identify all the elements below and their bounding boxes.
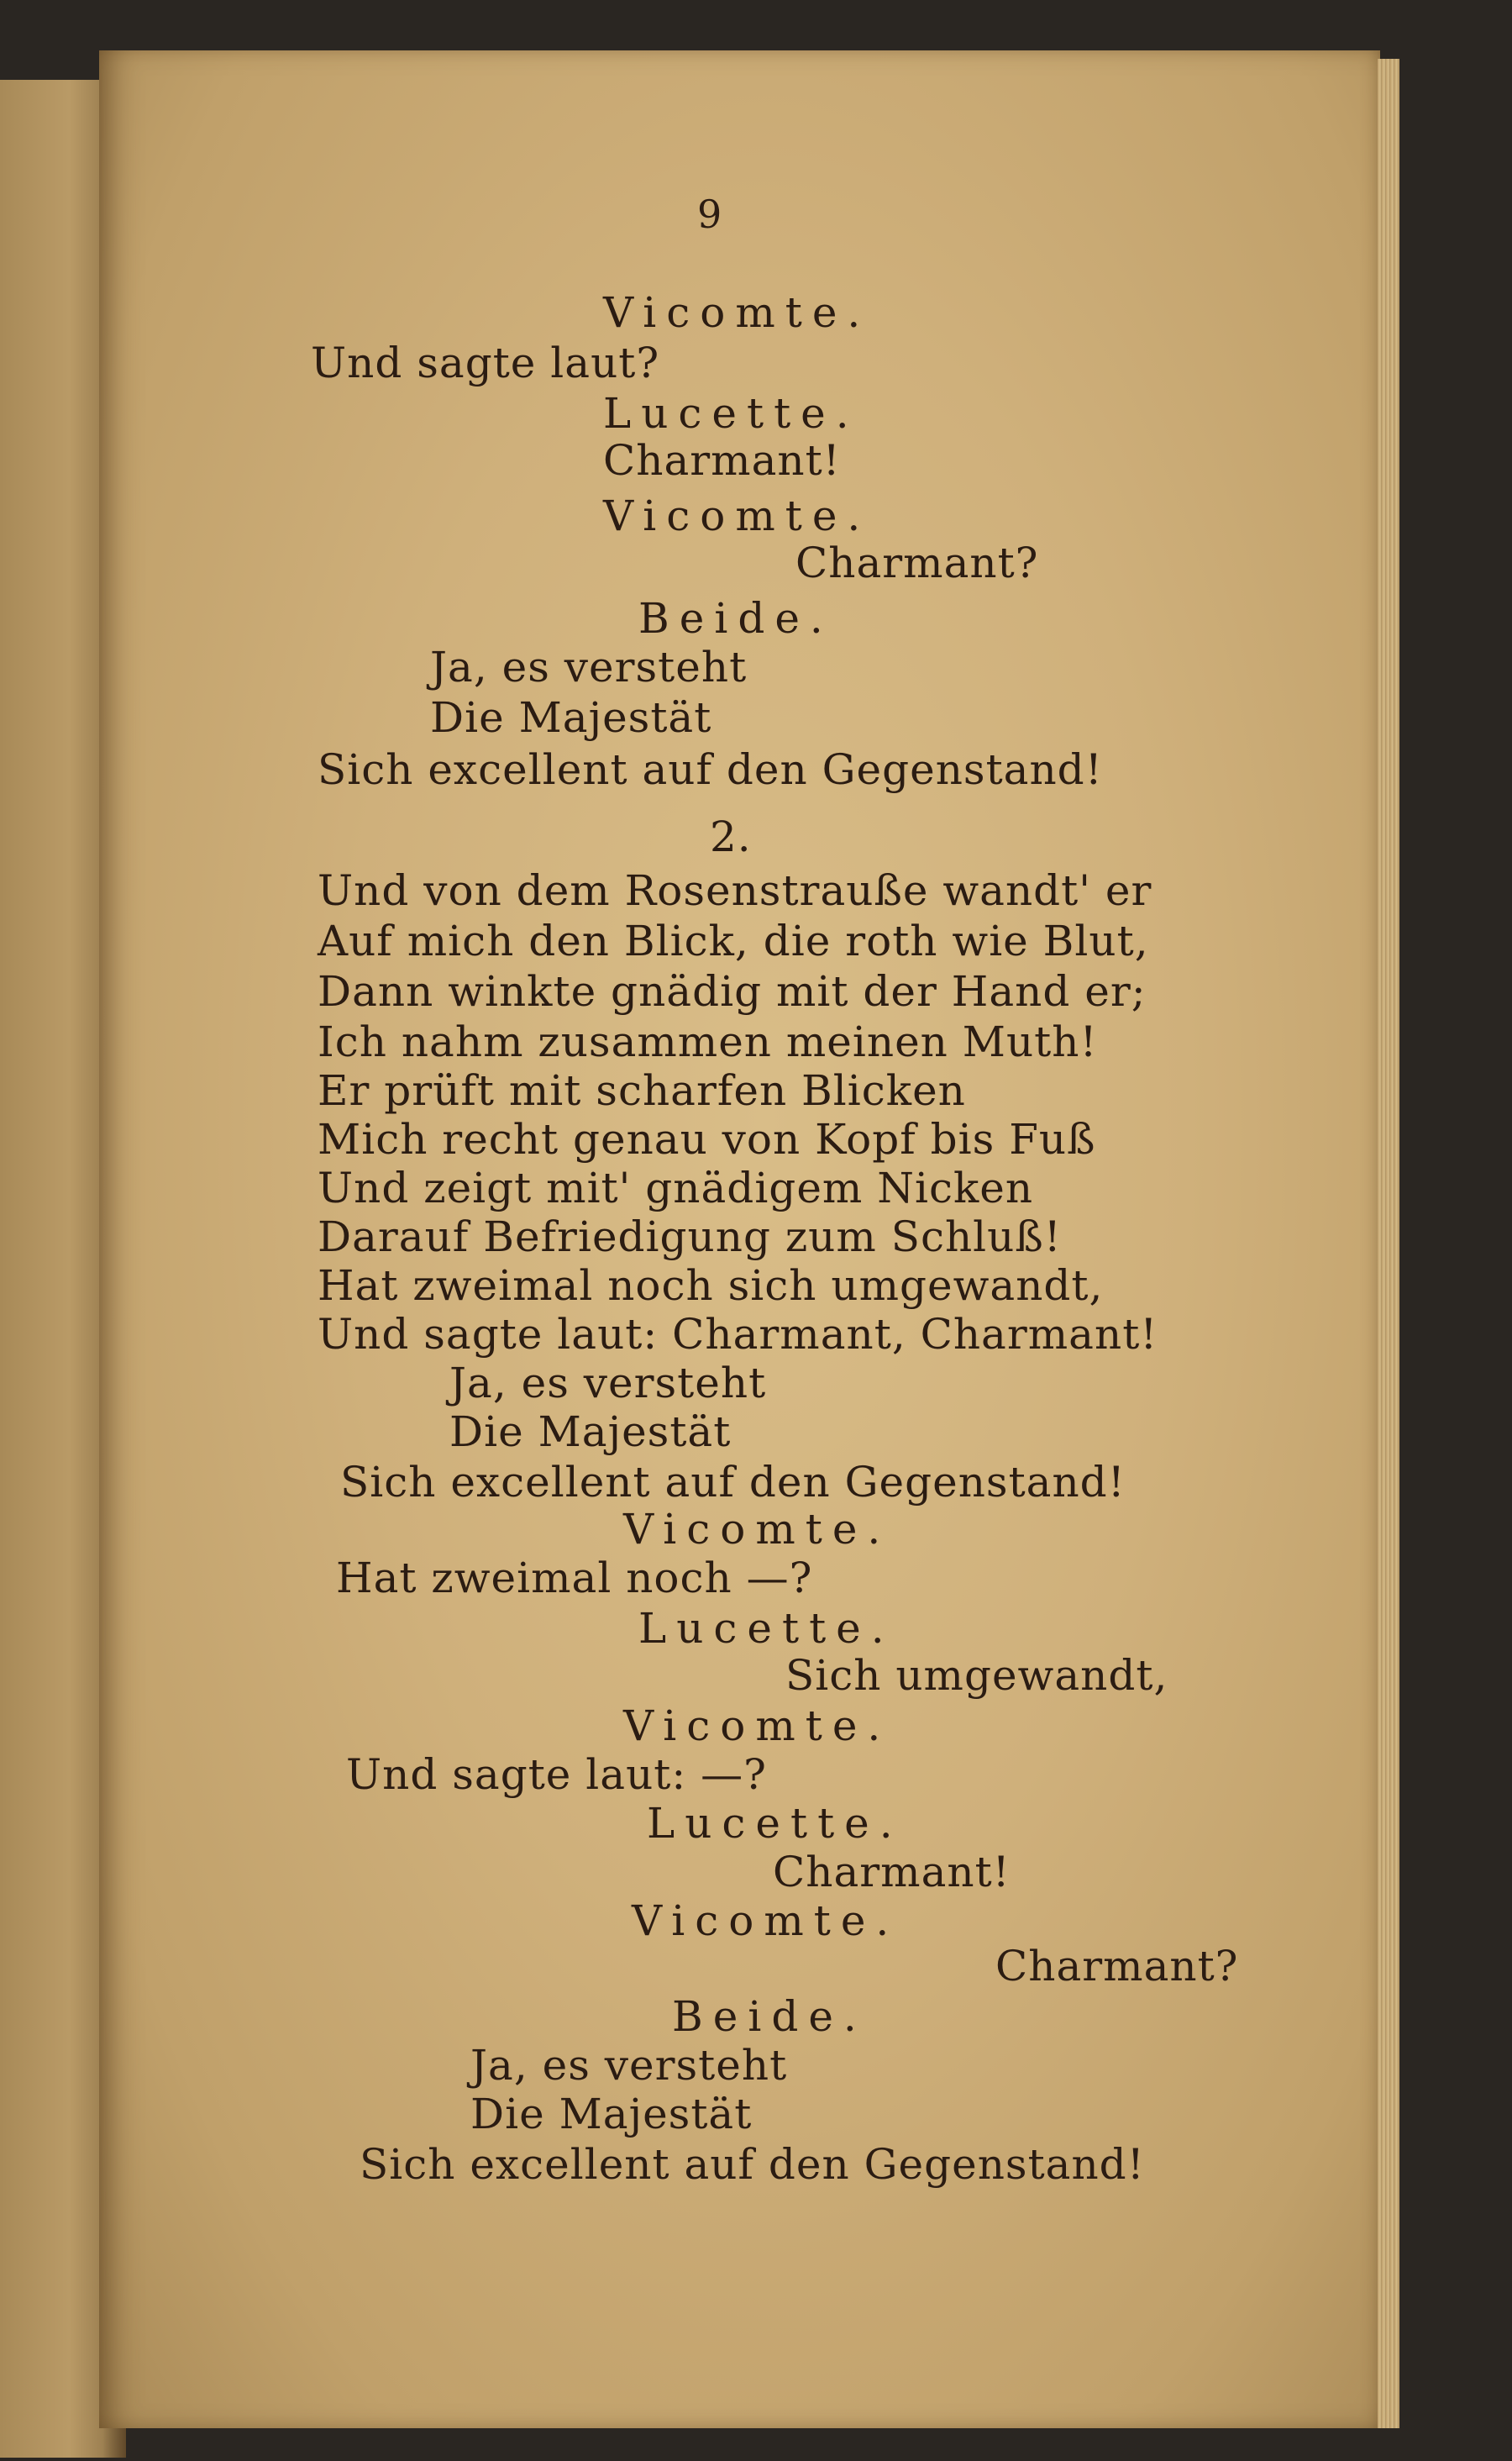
speaker-heading: Vicomte. (623, 1701, 891, 1750)
speaker-heading: Vicomte. (632, 1896, 900, 1945)
speaker-heading: Vicomte. (603, 288, 871, 337)
verse-line: Die Majestät (449, 1407, 732, 1456)
verse-line: Charmant! (773, 1848, 1011, 1896)
verse-line: Ja, es versteht (449, 1359, 767, 1407)
verse-line: Ja, es versteht (430, 643, 748, 691)
verse-line: Sich excellent auf den Gegenstand! (360, 2140, 1145, 2189)
verse-line: Charmant? (995, 1942, 1239, 1990)
verse-line: Und sagte laut? (311, 339, 660, 387)
speaker-heading: Beide. (638, 594, 833, 643)
verse-line: Ja, es versteht (470, 2041, 788, 2090)
verse-line: Auf mich den Blick, die roth wie Blut, (318, 917, 1149, 965)
speaker-heading: Lucette. (603, 389, 859, 438)
verse-line: Charmant! (603, 436, 841, 485)
verse-line: Sich excellent auf den Gegenstand! (340, 1458, 1126, 1507)
speaker-heading: Lucette. (647, 1799, 903, 1848)
verse-line: Und sagte laut: —? (346, 1750, 767, 1799)
verse-line: Mich recht genau von Kopf bis Fuß (318, 1115, 1096, 1164)
verse-line: Charmant? (795, 539, 1039, 587)
verse-line: Und zeigt mit' gnädigem Nicken (318, 1164, 1034, 1212)
stanza-number: 2. (710, 812, 752, 861)
verse-line: Ich nahm zusammen meinen Muth! (318, 1018, 1098, 1066)
verse-line: Hat zweimal noch sich umgewandt, (318, 1261, 1104, 1310)
speaker-heading: Vicomte. (623, 1505, 891, 1554)
verse-line: Hat zweimal noch —? (336, 1554, 813, 1602)
verse-line: Darauf Befriedigung zum Schluß! (318, 1212, 1062, 1261)
page-block-edge (1378, 59, 1399, 2428)
verse-line: Die Majestät (470, 2090, 753, 2138)
verse-line: Sich umgewandt, (785, 1651, 1168, 1700)
verse-line: Die Majestät (430, 693, 712, 742)
verse-line: Und sagte laut: Charmant, Charmant! (318, 1310, 1158, 1359)
verse-line: Sich excellent auf den Gegenstand! (318, 745, 1103, 794)
speaker-heading: Vicomte. (603, 492, 871, 540)
speaker-heading: Beide. (672, 1992, 867, 2041)
speaker-heading: Lucette. (638, 1604, 895, 1653)
verse-line: Dann winkte gnädig mit der Hand er; (318, 967, 1147, 1016)
verse-line: Und von dem Rosenstrauße wandt' er (318, 866, 1152, 915)
page-number: 9 (697, 192, 723, 237)
verse-line: Er prüft mit scharfen Blicken (318, 1066, 966, 1115)
